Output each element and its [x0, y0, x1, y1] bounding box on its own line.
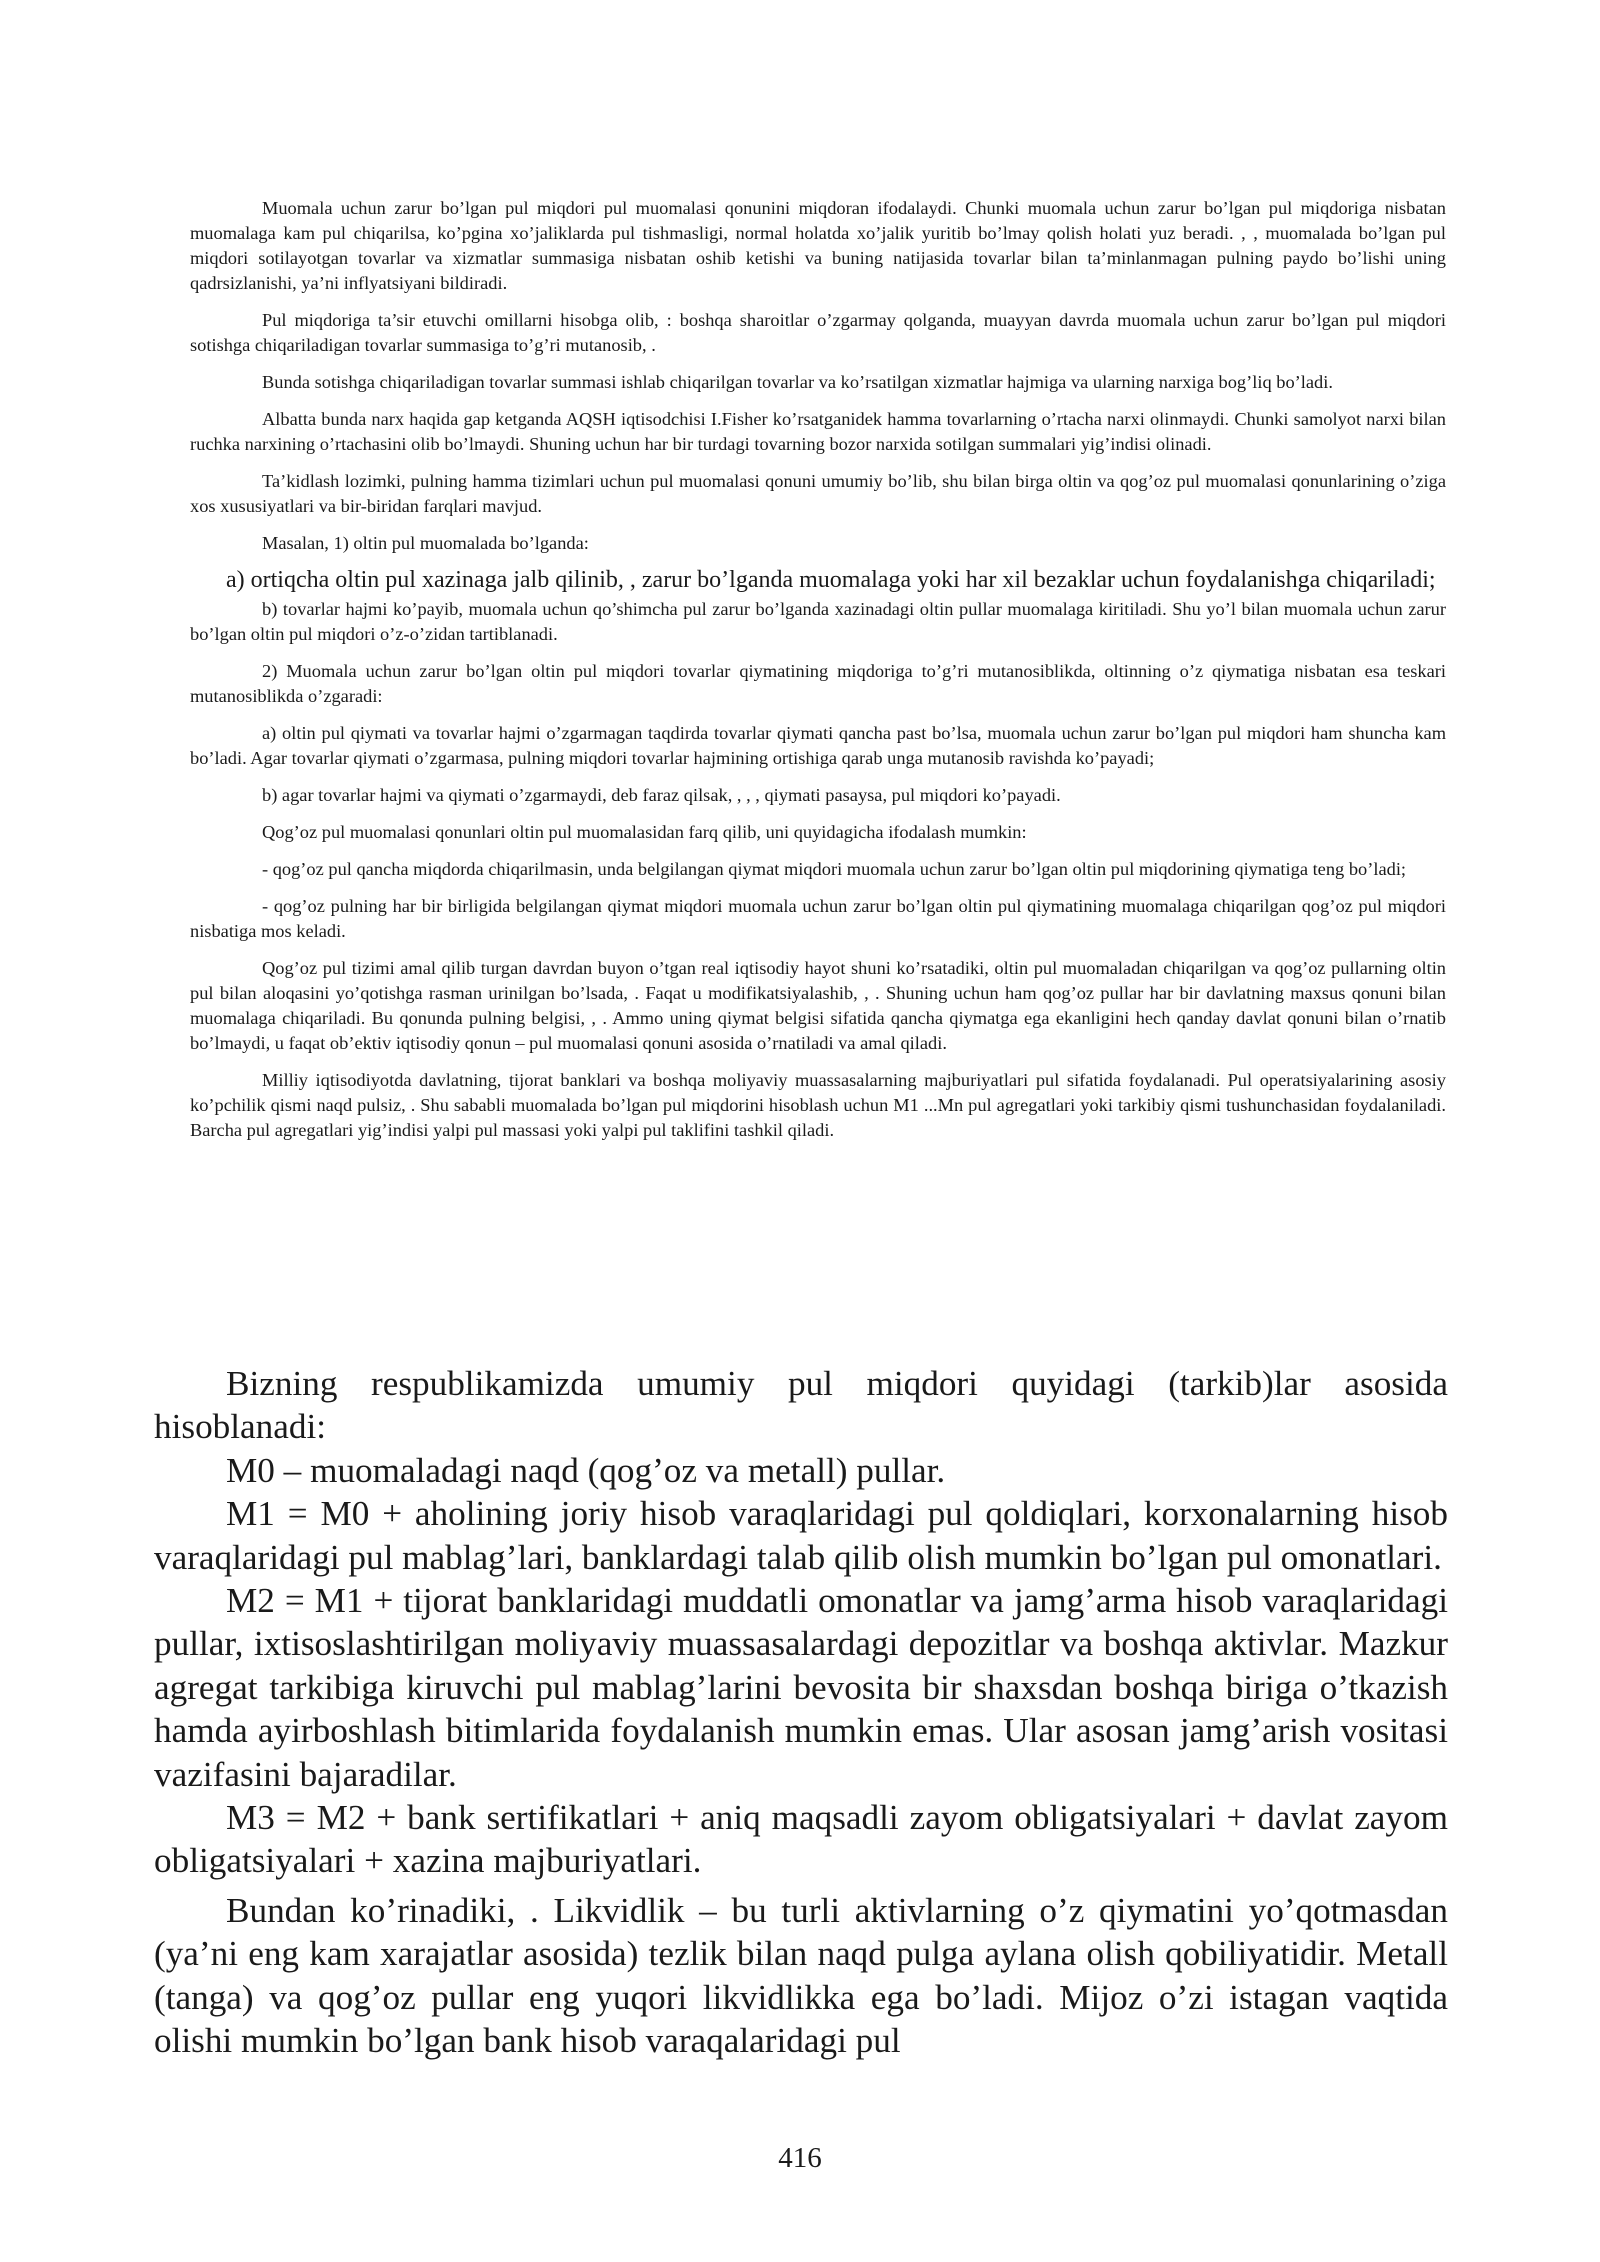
paragraph: - qog’oz pul qancha miqdorda chiqarilmasin, unda belgilangan qiymat miqdori muomala uchun zarur bo’lgan oltin pul miqdorining qiymatiga teng bo’ladi; [262, 859, 1407, 879]
paragraph: 2) Muomala uchun zarur bo’lgan oltin pul miqdori tovarlar qiymatining miqdoriga to’g’ri mutanosiblikda, oltinning o’z qiymatiga nisbatan esa teskari mutanosiblikda o’zgaradi: [190, 661, 1446, 706]
paragraph: b) agar tovarlar hajmi va qiymati o’zgarmaydi, deb faraz qilsak, , , , qiymati pasaysa, pul miqdori ko’payadi. [262, 785, 1061, 805]
paragraph-large: M2 = M1 + tijorat banklaridagi muddatli omonatlar va jamg’arma hisob varaqlaridagi pullar, ixtisoslashtirilgan moliyaviy muassasalardagi depozitlar va boshqa aktivlar. Mazkur agregat tarkibiga kiruvchi pul mablag’larini bevosita bir shaxsdan boshqa biriga o’tkazish hamda ayirboshlash bitimlarida foydalanish mumkin emas. Ular asosan jamg’arish vositasi vazifasini bajaradilar. [154, 1581, 1448, 1794]
paragraph-large: Bundan ko’rinadiki, . Likvidlik – bu turli aktivlarning o’z qiymatini yo’qotmasdan (ya’ni eng kam xarajatlar asosida) tezlik bilan naqd pulga aylana olish qobiliyatidir. Metall (tanga) va qog’oz pullar eng yuqori likvidlikka ega bo’ladi. Mijoz o’zi istagan vaqtida olishi mumkin bo’lgan bank hisob varaqalaridagi pul [154, 1890, 1448, 2061]
paragraph-large: Bizning respublikamizda umumiy pul miqdori quyidagi (tarkib)lar asosida hisoblanadi: [154, 1364, 1448, 1447]
paragraph: Masalan, 1) oltin pul muomalada bo’lganda: [262, 533, 589, 553]
page-number: 416 [778, 2142, 822, 2174]
document-body [190, 196, 1446, 1155]
paragraph: Ta’kidlash lozimki, pulning hamma tizimlari uchun pul muomalasi qonuni umumiy bo’lib, shu bilan birga oltin va qog’oz pul muomalasi qonunlarining o’ziga xos xususiyatlari va bir-biridan farqlari mavjud. [190, 471, 1446, 516]
document-body-large [154, 1362, 1448, 2063]
paragraph-large: M3 = M2 + bank sertifikatlari + aniq maqsadli zayom obligatsiyalari + davlat zayom obligatsiyalari + xazina majburiyatlari. [154, 1798, 1448, 1881]
paragraph: Albatta bunda narx haqida gap ketganda AQSH iqtisodchisi I.Fisher ko’rsatganidek hamma tovarlarning o’rtacha narxi olinmaydi. Chunki samolyot narxi bilan ruchka narxining o’rtachasini olib bo’lmaydi. Shuning uchun har bir turdagi tovarning bozor narxida sotilgan summalari yig’indisi olinadi. [190, 409, 1446, 454]
paragraph: - qog’oz pulning har bir birligida belgilangan qiymat miqdori muomala uchun zarur bo’lgan oltin pul qiymatining muomalaga chiqarilgan qog’oz pul miqdori nisbatiga mos keladi. [190, 896, 1446, 941]
paragraph: a) oltin pul qiymati va tovarlar hajmi o’zgarmagan taqdirda tovarlar qiymati qancha past bo’lsa, muomala uchun zarur bo’lgan pul miqdori ham shuncha kam bo’ladi. Agar tovarlar qiymati o’zgarmasa, pulning miqdori tovarlar hajmining ortishiga qarab unga mutanosib ravishda ko’payadi; [190, 723, 1446, 768]
paragraph: Muomala uchun zarur bo’lgan pul miqdori pul muomalasi qonunini miqdoran ifodalaydi. Chunki muomala uchun zarur bo’lgan pul miqdoriga nisbatan muomalaga kam pul chiqarilsa, ko’pgina xo’jaliklarda pul tishmasligi, normal holatda xo’jalik yuritib bo’lmay qolish holati yuz beradi. , , muomalada bo’lgan pul miqdori sotilayotgan tovarlar va xizmatlar summasiga nisbatan oshib ketishi va buning natijasida tovarlar bilan ta’minlanmagan pulning paydo bo’lishi uning qadrsizlanishi, ya’ni inflyatsiyani bildiradi. [190, 198, 1446, 293]
paragraph-medium: a) ortiqcha oltin pul xazinaga jalb qilinib, , zarur bo’lganda muomalaga yoki har xil bezaklar uchun foydalanishga chiqariladi; [226, 567, 1436, 593]
paragraph: Milliy iqtisodiyotda davlatning, tijorat banklari va boshqa moliyaviy muassasalarning majburiyatlari pul sifatida foydalanadi. Pul operatsiyalarining asosiy ko’pchilik qismi naqd pulsiz, . Shu sababli muomalada bo’lgan pul miqdorini hisoblash uchun M1 ...Mn pul agregatlari yoki tarkibiy qismi tushunchasidan foydalaniladi. Barcha pul agregatlari yig’indisi yalpi pul massasi yoki yalpi pul taklifini tashkil qiladi. [190, 1070, 1446, 1140]
paragraph: Pul miqdoriga ta’sir etuvchi omillarni hisobga olib, : boshqa sharoitlar o’zgarmay qolganda, muayyan davrda muomala uchun zarur bo’lgan pul miqdori sotishga chiqariladigan tovarlar summasiga to’g’ri mutanosib, . [190, 310, 1446, 355]
paragraph: Bunda sotishga chiqariladigan tovarlar summasi ishlab chiqarilgan tovarlar va ko’rsatilgan xizmatlar hajmiga va ularning narxiga bog’liq bo’ladi. [262, 372, 1333, 392]
paragraph-large: M1 = M0 + aholining joriy hisob varaqlaridagi pul qoldiqlari, korxonalarning hisob varaqlaridagi pul mablag’lari, banklardagi talab qilib olish mumkin bo’lgan pul omonatlari. [154, 1494, 1448, 1577]
paragraph: b) tovarlar hajmi ko’payib, muomala uchun qo’shimcha pul zarur bo’lganda xazinadagi oltin pullar muomalaga kiritiladi. Shu yo’l bilan muomala uchun zarur bo’lgan oltin pul miqdori o’z-o’zidan tartiblanadi. [190, 599, 1446, 644]
paragraph-large: M0 – muomaladagi naqd (qog’oz va metall) pullar. [226, 1450, 946, 1490]
paragraph: Qog’oz pul tizimi amal qilib turgan davrdan buyon o’tgan real iqtisodiy hayot shuni ko’rsatadiki, oltin pul muomaladan chiqarilgan va qog’oz pullarning oltin pul bilan aloqasini yo’qotishga rasman urinilgan bo’lsada, . Faqat u modifikatsiyalashib, , . Shuning uchun ham qog’oz pullar har bir davlatning maxsus qonuni bilan muomalaga chiqariladi. Bu qonunda pulning belgisi, , . Ammo uning qiymat belgisi sifatida qancha qiymatga ega ekanligini hech qanday davlat qonuni bilan o’rnatib bo’lmaydi, u faqat ob’ektiv iqtisodiy qonun – pul muomalasi qonuni asosida o’rnatiladi va amal qiladi. [190, 958, 1446, 1053]
paragraph: Qog’oz pul muomalasi qonunlari oltin pul muomalasidan farq qilib, uni quyidagicha ifodalash mumkin: [262, 822, 1027, 842]
